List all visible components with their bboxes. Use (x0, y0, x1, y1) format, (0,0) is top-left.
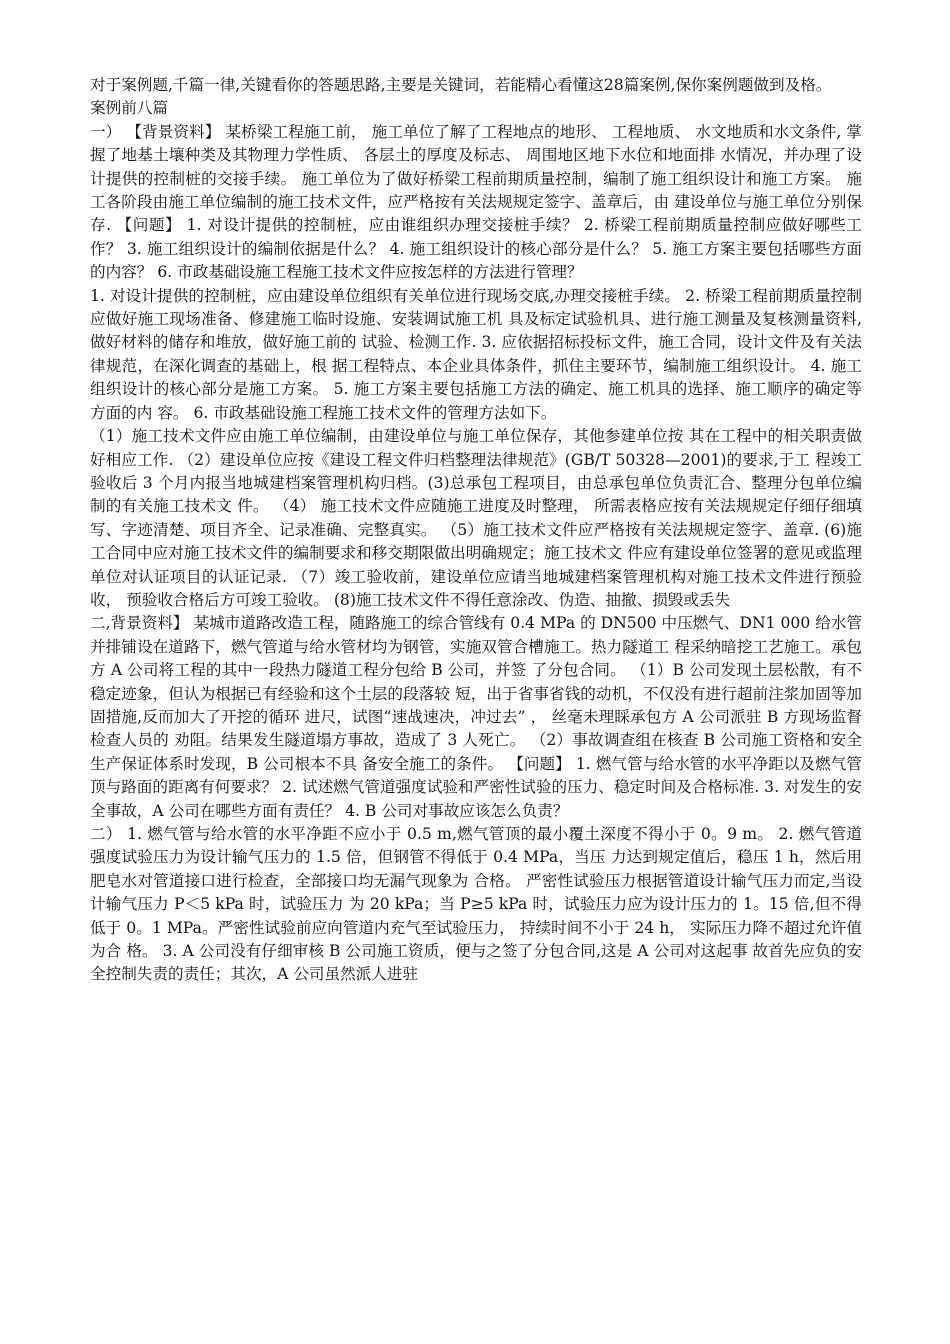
document-body (90, 74, 862, 987)
case-2-answers: 二） 1. 燃气管与给水管的水平净距不应小于 0.5 m,燃气管顶的最小覆土深度不得小于 0。9 m。 2. 燃气管道强度试验压力为设计输气压力的 1.5 倍，但钢管不得低于 0.4 MPa，当压 力达到规定值后，稳压 1 h，然后用肥皂水对管道接口进行检查，全部接口均无漏气现象为 合格。 严密性试验压力根据管道设计输气压力而定,当设计输气压力 P＜5 kPa 时，试验压力 为 20 kPa；当 P≥5 kPa 时，试验压力应为设计压力的 1。15 倍,但不得低于 0。1 MPa。严密性试验前应向管道内充气至试验压力， 持续时间不小于 24 h， 实际压力降不超过允许值为合 格。 3. A 公司没有仔细审核 B 公司施工资质，便与之签了分包合同,这是 A 公司对这起事 故首先应负的安全控制失责的责任；其次，A 公司虽然派人进驻 (90, 825, 862, 984)
case-2-background: 二,背景资料】 某城市道路改造工程，随路施工的综合管线有 0.4 MPa 的 DN500 中压燃气、DN1 000 给水管并排铺设在道路下，燃气管道与给水管材均为钢管，实施双管合槽施工。热力隧道工 程采纳暗挖工艺施工。承包方 A 公司将工程的其中一段热力隧道工程分包给 B 公司，并签 了分包合同。 （1）B 公司发现土层松散，有不稳定迹象，但认为根据已有经验和这个土层的段落较 短，出于省事省钱的动机，不仅没有进行超前注浆加固等加固措施,反而加大了开挖的循环 进尺，试图“速战速决，冲过去” ， 丝毫未理睬承包方 A 公司派驻 B 方现场监督检查人员的 劝阻。结果发生隧道塌方事故，造成了 3 人死亡。 （2）事故调查组在核查 B 公司施工资格和安全生产保证体系时发现，B 公司根本不具 备安全施工的条件。 【问题】 1. 燃气管与给水管的水平净距以及燃气管顶与路面的距离有何要求？ 2. 试述燃气管道强度试验和严密性试验的压力、稳定时间及合格标准. 3. 对发生的安全事故，A 公司在哪些方面有责任？ 4. B 公司对事故应该怎么负责？ (90, 614, 862, 820)
section-heading: 案例前八篇 (90, 99, 168, 118)
case-1-answers: 1. 对设计提供的控制桩，应由建设单位组织有关单位进行现场交底,办理交接桩手续。 2. 桥梁工程前期质量控制应做好施工现场准备、修建施工临时设施、安装调试施工机 具及标定试验机具、进行施工测量及复核测量资料,做好材料的储存和堆放，做好施工前的 试验、检测工作. 3. 应依据招标投标文件，施工合同，设计文件及有关法律规范，在深化调查的基础上，根 据工程特点、本企业具体条件，抓住主要环节，编制施工组织设计。 4. 施工组织设计的核心部分是施工方案。 5. 施工方案主要包括施工方法的确定、施工机具的选择、施工顺序的确定等方面的内 容。 6. 市政基础设施工程施工技术文件的管理方法如下。 (90, 286, 862, 422)
intro-paragraph: 对于案例题,千篇一律,关键看你的答题思路,主要是关键词，若能精心看懂这28篇案例,保你案例题做到及格。 (90, 76, 832, 94)
case-1-management-methods: （1）施工技术文件应由施工单位编制，由建设单位与施工单位保存，其他参建单位按 其在工程中的相关职责做好相应工作. （2）建设单位应按《建设工程文件归档整理法律规范》(GB/T 50328—2001)的要求,于工 程竣工验收后 3 个月内报当地城建档案管理机构归档。(3)总承包工程项目，由总承包单位负责汇合、整理分包单位编制的有关施工技术文 件。 （4） 施工技术文件应随施工进度及时整理， 所需表格应按有关法规规定仔细仔细填写、字迹清楚、项目齐全、记录准确、完整真实。 （5）施工技术文件应严格按有关法规规定签字、盖章. (6)施工合同中应对施工技术文件的编制要求和移交期限做出明确规定；施工技术文 件应有建设单位签署的意见或监理单位对认证项目的认证记录. （7）竣工验收前，建设单位应请当地城建档案管理机构对施工技术文件进行预验收， 预验收合格后方可竣工验收。 (8)施工技术文件不得任意涂改、伪造、抽撤、损毁或丢失 (90, 427, 862, 609)
case-1-background: 一） 【背景资料】 某桥梁工程施工前， 施工单位了解了工程地点的地形、 工程地质、 水文地质和水文条件, 掌握了地基土壤种类及其物理力学性质、 各层土的厚度及标志、 周围地区地下水位和地面排 水情况，并办理了设计提供的控制桩的交接手续。 施工单位为了做好桥梁工程前期质量控制，编制了施工组织设计和施工方案。 施工各阶段由施工单位编制的施工技术文件，应严格按有关法规规定签字、盖章后，由 建设单位与施工单位分别保存. 【问题】 1. 对设计提供的控制桩，应由谁组织办理交接桩手续？ 2. 桥梁工程前期质量控制应做好哪些工作？ 3. 施工组织设计的编制依据是什么？ 4. 施工组织设计的核心部分是什么？ 5. 施工方案主要包括哪些方面的内容？ 6. 市政基础设施工程施工技术文件应按怎样的方法进行管理？ (90, 122, 862, 282)
